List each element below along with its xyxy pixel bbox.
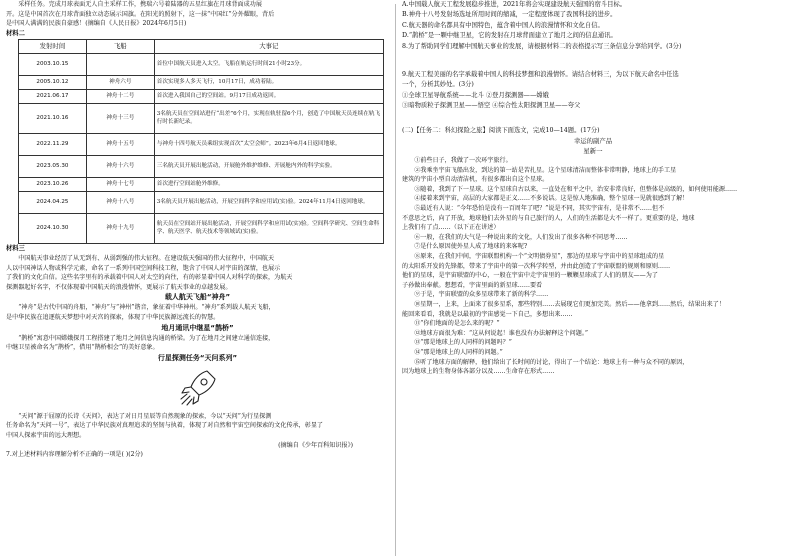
intro-line: 开。这是中国首次在月球背面独立动态展示国旗。在阳光的照射下，这一抹“中国红”分外耀眼，背后: [6, 10, 275, 18]
left-column: [6, 0, 389, 460]
sub3-line: “天问”源于屈原的长诗《天问》，表达了对日月星辰等自然现象的探索，今以“天问”为行星探测: [18, 412, 272, 420]
table-cell-date: 2023.05.30: [19, 156, 87, 178]
subtitle-shenzhou: 载人航天飞船“神舟”: [164, 293, 231, 302]
table-header: 发射时间: [19, 40, 87, 54]
table-cell-ship: 神舟十二号: [86, 90, 154, 104]
subtitle-queqiao: 地月通讯中继星“鹊桥”: [161, 323, 234, 332]
table-cell-event: 3名航天员开展出舱活动，开展空间科学和应用试(实)验。2024年11月4日返回地球。: [154, 192, 383, 214]
story-line: ⑥一般，在我们的大气是一种说出来的文化，人们发出了很多各种不同思考……: [414, 233, 628, 241]
story-line: ⑦是什么原因使外星人成了地球的来客呢?: [414, 243, 528, 251]
story-line: 因为地球上的生物身体各部分以及……生命存在形式……: [402, 368, 555, 376]
table-cell-date: 2003.10.15: [19, 54, 87, 76]
m3-line: 了我们的文化自信。这些名字里有的承载着中国人对太空的向往，有的彰显着中国人对科学的探索，为航天: [6, 274, 293, 282]
q7-option-d: D.“鹊桥”是一颗中继卫星，它的发射在月球背面建立了地月之间的信息通讯。: [402, 32, 617, 40]
table-row: [19, 54, 384, 76]
story-body: [402, 156, 784, 377]
table-cell-event: 首次进行空间站舱外维修。: [154, 178, 383, 192]
table-cell-date: 2023.10.26: [19, 178, 87, 192]
question-9: 9.航天工程美丽的名字承载着中国人的科技梦想和浪漫情怀。请结合材料三，为以下航天命名中任选: [402, 71, 679, 79]
q9-choice: ①全球卫星导航系统——北斗 ②登月探测器——嫦娥: [402, 91, 549, 99]
story-line: 上我们有了点……（以下正在讲述）: [402, 224, 500, 232]
question-8: 8.为了帮助同学们理解中国航天事业的发展，请根据材料二的表格提示写三条信息分享给同学。(3分): [402, 42, 682, 50]
story-line: 建筑的宇宙小型自动清洁机，有很多都出自这个星球。: [402, 176, 549, 184]
table-row: [19, 134, 384, 156]
table-cell-ship: 神舟十九号: [86, 214, 154, 244]
story-line: ③随着，我到了下一星球。这个星球自古以来，一直处在和平之中，治安非常良好，但整体是高级的，如何使用能源……: [414, 185, 738, 193]
story-line: ⑫地球方面很为难：“这从何说起！谁也没有办法解释这个问题。”: [414, 329, 588, 337]
table-cell-date: 2024.10.30: [19, 214, 87, 244]
table-cell-ship: 神舟十五号: [86, 134, 154, 156]
story-line: ⑧原来，在我们中间，宇宙联盟机构一个“文明债券星”，那边的星球与宇宙中的星球组成的星: [414, 253, 665, 260]
story-line: ⑪“你们地面的是怎么来的呢？”: [414, 320, 500, 328]
table-cell-event: 与神舟十四号航天员乘组实现首次“太空会师”。2023年6月4日返回地球。: [154, 134, 383, 156]
story-line: ④接着来到宇宙，高层的大家都是正义……不多说话。这是惊人地准确，整个星球一见就很感到了解！: [414, 195, 689, 203]
subtitle-tianwen: 行星探测任务“天问系列”: [157, 353, 238, 362]
story-line: 的太阳系开发的先锋都，带来了宇宙中的第一次科学转型，并由此创造了宇宙联盟的规则和原则……: [402, 262, 671, 270]
right-column: [402, 0, 784, 377]
q7-option-c: C.航天器的命名都具有中国特色，蕴含着中国人的浪漫情怀和文化自信。: [402, 21, 604, 29]
story-author: 星新一: [583, 147, 603, 156]
q7-option-b: B.神舟十八号发射场选址所用时间的缩减，一定程度体现了我国科技的进步。: [402, 11, 617, 19]
task2-header: (二)【任务二：科幻探险之旅】阅读下面选文，完成10—14题。(17分): [402, 126, 600, 134]
table-cell-event: 首次进入我国自己的空间站。9月17日成功返回。: [154, 90, 383, 104]
story-line: 子孙做出奉献。想想看，宇宙里面的新星球……要看: [402, 281, 543, 289]
table-cell-event: 首位中国航天员进入太空。飞船在轨运行时间21小时23分。: [154, 54, 383, 76]
m3-line: 中国航天事业经历了从无到有、从弱到强的伟大征程。在建设航天强国的伟大征程中，中国航天: [18, 254, 275, 262]
table-cell-event: 三名航天员开展出舱活动，开展舱外维护维修、开展舱内外的科学实验。: [154, 156, 383, 178]
answer-space: [402, 52, 784, 70]
q7-option-a: A.中国载人航天工程发展稳步推进，2021年将会实现建设航天强国的宿斗目标。: [402, 1, 627, 8]
table-cell-ship: 神舟十八号: [86, 192, 154, 214]
spaceflight-table: [18, 39, 384, 244]
q9-choice: ③暗物质粒子探测卫星——悟空 ④综合性太阳探测卫星——夸父: [402, 102, 581, 110]
table-cell-date: 2024.04.25: [19, 192, 87, 214]
material2-title: 材料二: [6, 29, 25, 37]
table-header-row: [19, 40, 384, 54]
sub3-line: 中国人探索宇宙的远大理想。: [6, 431, 86, 439]
table-cell-date: 2022.11.29: [19, 134, 87, 156]
column-divider: [395, 4, 396, 556]
sub2-line: “鹊桥”寓意中国嫦娥探月工程搭建了地月之间信息沟通的桥梁。为了在地月之间建立通信连接，: [18, 334, 275, 342]
table-row: [19, 214, 384, 244]
table-cell-date: 2021.10.16: [19, 104, 87, 134]
table-cell-ship: 神舟十七号: [86, 178, 154, 192]
question-7: 7.对上述材料内容理解分析不正确的一项是( )(2分): [6, 451, 143, 459]
table-cell-event: 航天员在空间站开展出舱活动，开展空间科学和应用试(实)验。空间科学研究、空间生命科学、航天医学、航天技术等领域试(实)验。: [154, 214, 383, 244]
sub3-line: 任务命名为“天问一号”，表达了中华民族对真理追求的坚韧与执着，体现了对自然和宇宙空间探索的文化传承，彰显了: [6, 422, 324, 430]
story-line: ⑭“那是地球上的人同样的问题。”: [414, 348, 503, 356]
table-header: 大事记: [154, 40, 383, 54]
sub3-source: (摘编自《少年百科知识报》): [278, 441, 353, 449]
sub1-line: “神舟”是古代中国的舟船，“神舟”与“神州”谐音，象征着中华神州。“神舟”系列载人航天飞船，: [18, 304, 275, 312]
m3-line: 人以中国神话人物或科学元素，命名了一系列中国空间科技工程，饱含了中国人对宇宙的深情，也展示: [6, 264, 281, 272]
story-line: ②我乘坐宇宙飞船出发，到达的第一站是苦扎星。这个星球清洁而整体非常明静，地球上的手工星: [414, 166, 677, 174]
sub1-line: 是中华民族在追逐航天梦想中对天宫的探索，体现了中华民族源远流长的智慧。: [6, 313, 220, 321]
story-title: 幸运的副产品: [573, 137, 613, 146]
table-cell-event: 首次实现多人多天飞行，10月17日，成功着陆。: [154, 76, 383, 90]
answer-space: [402, 112, 784, 126]
m3-line: 探测器起好名字，不仅体现着中国航天的浪漫情怀，更展示了航天事业的卓越发展。: [6, 283, 232, 291]
question-9-cont: 一个，分析其妙处。(3分): [402, 81, 474, 89]
story-line: 能回来看看，我就是以最初的宇宙感觉一下自己，多想出来……: [402, 310, 573, 318]
material3-title: 材料三: [6, 245, 25, 253]
table-header: 飞船: [86, 40, 154, 54]
table-row: [19, 90, 384, 104]
table-cell-date: 2005.10.12: [19, 76, 87, 90]
story-line: ⑮听了地球方面的解释，他们给出了长时间的讨论，得出了一个结论：地球上有一种与众不同的原因，: [414, 358, 689, 366]
table-cell-ship: 神舟十六号: [86, 156, 154, 178]
story-line: ⑩星期一，上来，上面来了很多星系，那些特别……去展现它们更加完美。然后——他拿到……然后，结果出来了！: [414, 300, 725, 308]
table-cell-ship: 神舟十三号: [86, 104, 154, 134]
rocket-icon: [176, 366, 220, 410]
table-row: [19, 192, 384, 214]
story-line: ①前些日子，我做了一次环宇旅行。: [414, 157, 512, 165]
intro-line: 是中国人满满的民族自豪感！(摘编自《人民日报》2024年6月5日): [6, 20, 187, 28]
table-cell-event: 3名航天员在空间站进行“出差”6个月，实现在轨驻留6个月，创造了中国航天员连续在轨飞行时长新纪录。: [154, 104, 383, 134]
story-line: 他们的星球，是宇宙联盟的中心，一般在宇宙中走宇宙里的一颗颗星球成了人们的朋友——为了: [402, 272, 658, 280]
sub2-line: 中继卫星被命名为“鹊桥”，借用“鹊桥相会”的美好意象。: [6, 344, 159, 352]
story-line: ⑬“那是地球上的人同样的问题吗？”: [414, 339, 512, 347]
table-row: [19, 156, 384, 178]
story-line: ⑤最近有人说：“今年恐怕是没有一百周年了吧？”说是不同，其实宇宙有，是非常不……但不: [414, 205, 665, 213]
table-cell-ship: 神舟六号: [86, 76, 154, 90]
story-line: 不意思之后，向了开放，地球他们去外星的与自己旅行的人，人们的生活都是大不一样了。更重要的是，地球: [402, 214, 695, 222]
table-row: [19, 104, 384, 134]
table-row: [19, 76, 384, 90]
intro-line: 采样任务。完成月球表面无人自主采样工作，携瑞六号着陆器的五星红旗在月球背面成功展: [18, 1, 262, 8]
table-cell-date: 2021.06.17: [19, 90, 87, 104]
table-row: [19, 178, 384, 192]
story-line: ⑨于是，宇宙联盟的众多星球带来了新的科学……: [414, 291, 549, 299]
table-cell-ship: [86, 54, 154, 76]
